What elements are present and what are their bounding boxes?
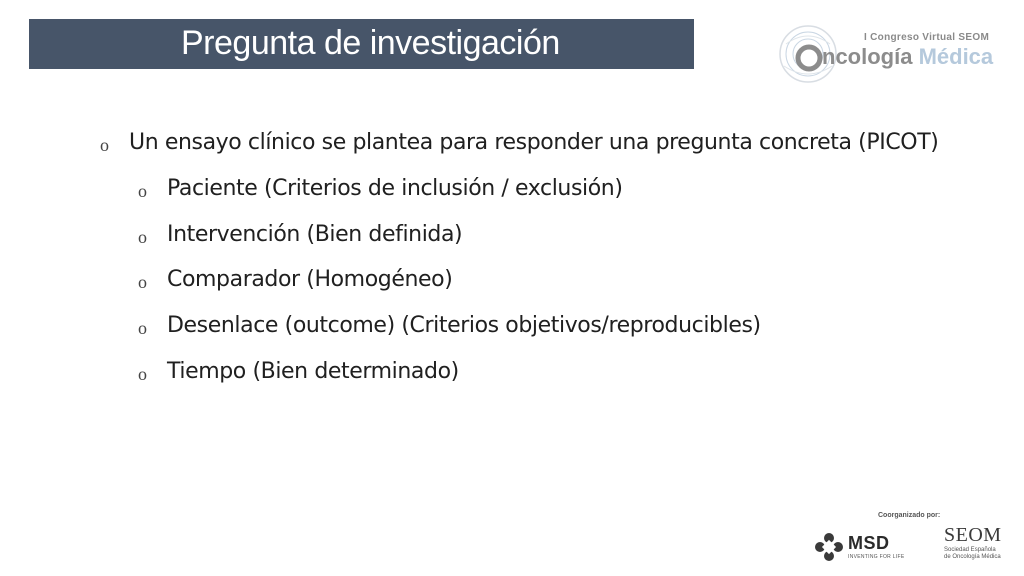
seom-logo [944, 524, 1020, 568]
sub-bullet-marker: o [138, 272, 147, 292]
sub-bullet-text: Desenlace (outcome) (Criterios objetivos/reproducibles) [167, 313, 761, 338]
sub-bullet-marker: o [138, 227, 147, 247]
brand-oncologia: ncología [822, 44, 913, 69]
sub-bullet-text: Paciente (Criterios de inclusión / exclusión) [167, 176, 623, 201]
slide-title: Pregunta de investigación [181, 24, 560, 62]
congress-logo [776, 22, 1016, 86]
coorganized-caption: Coorganizado por: [878, 512, 941, 519]
sub-bullet-marker: o [138, 364, 147, 384]
msd-emblem-icon [814, 532, 844, 562]
sub-bullet-marker: o [138, 318, 147, 338]
seom-subtitle [944, 547, 1001, 561]
sub-bullet-marker: o [138, 181, 147, 201]
msd-logo [814, 530, 934, 564]
sub-bullet-text: Intervención (Bien definida) [167, 222, 463, 247]
seom-subtitle-line2: de Oncología Médica [944, 554, 1001, 560]
sub-bullet-text: Comparador (Homogéneo) [167, 267, 453, 292]
sub-bullet-text: Tiempo (Bien determinado) [167, 359, 459, 384]
msd-wordmark: MSD [848, 533, 890, 553]
msd-tagline: INVENTING FOR LIFE [848, 554, 905, 560]
seom-wordmark: SEOM [944, 524, 1002, 546]
congress-brand [798, 44, 993, 70]
seom-subtitle-line1: Sociedad Española [944, 547, 996, 553]
brand-medica: Médica [912, 44, 994, 69]
congress-title: I Congreso Virtual SEOM [864, 32, 990, 43]
bullet-text: Un ensayo clínico se plantea para responder una pregunta concreta (PICOT) [129, 130, 939, 155]
bullet-marker: o [100, 135, 109, 155]
title-bar [29, 19, 694, 69]
